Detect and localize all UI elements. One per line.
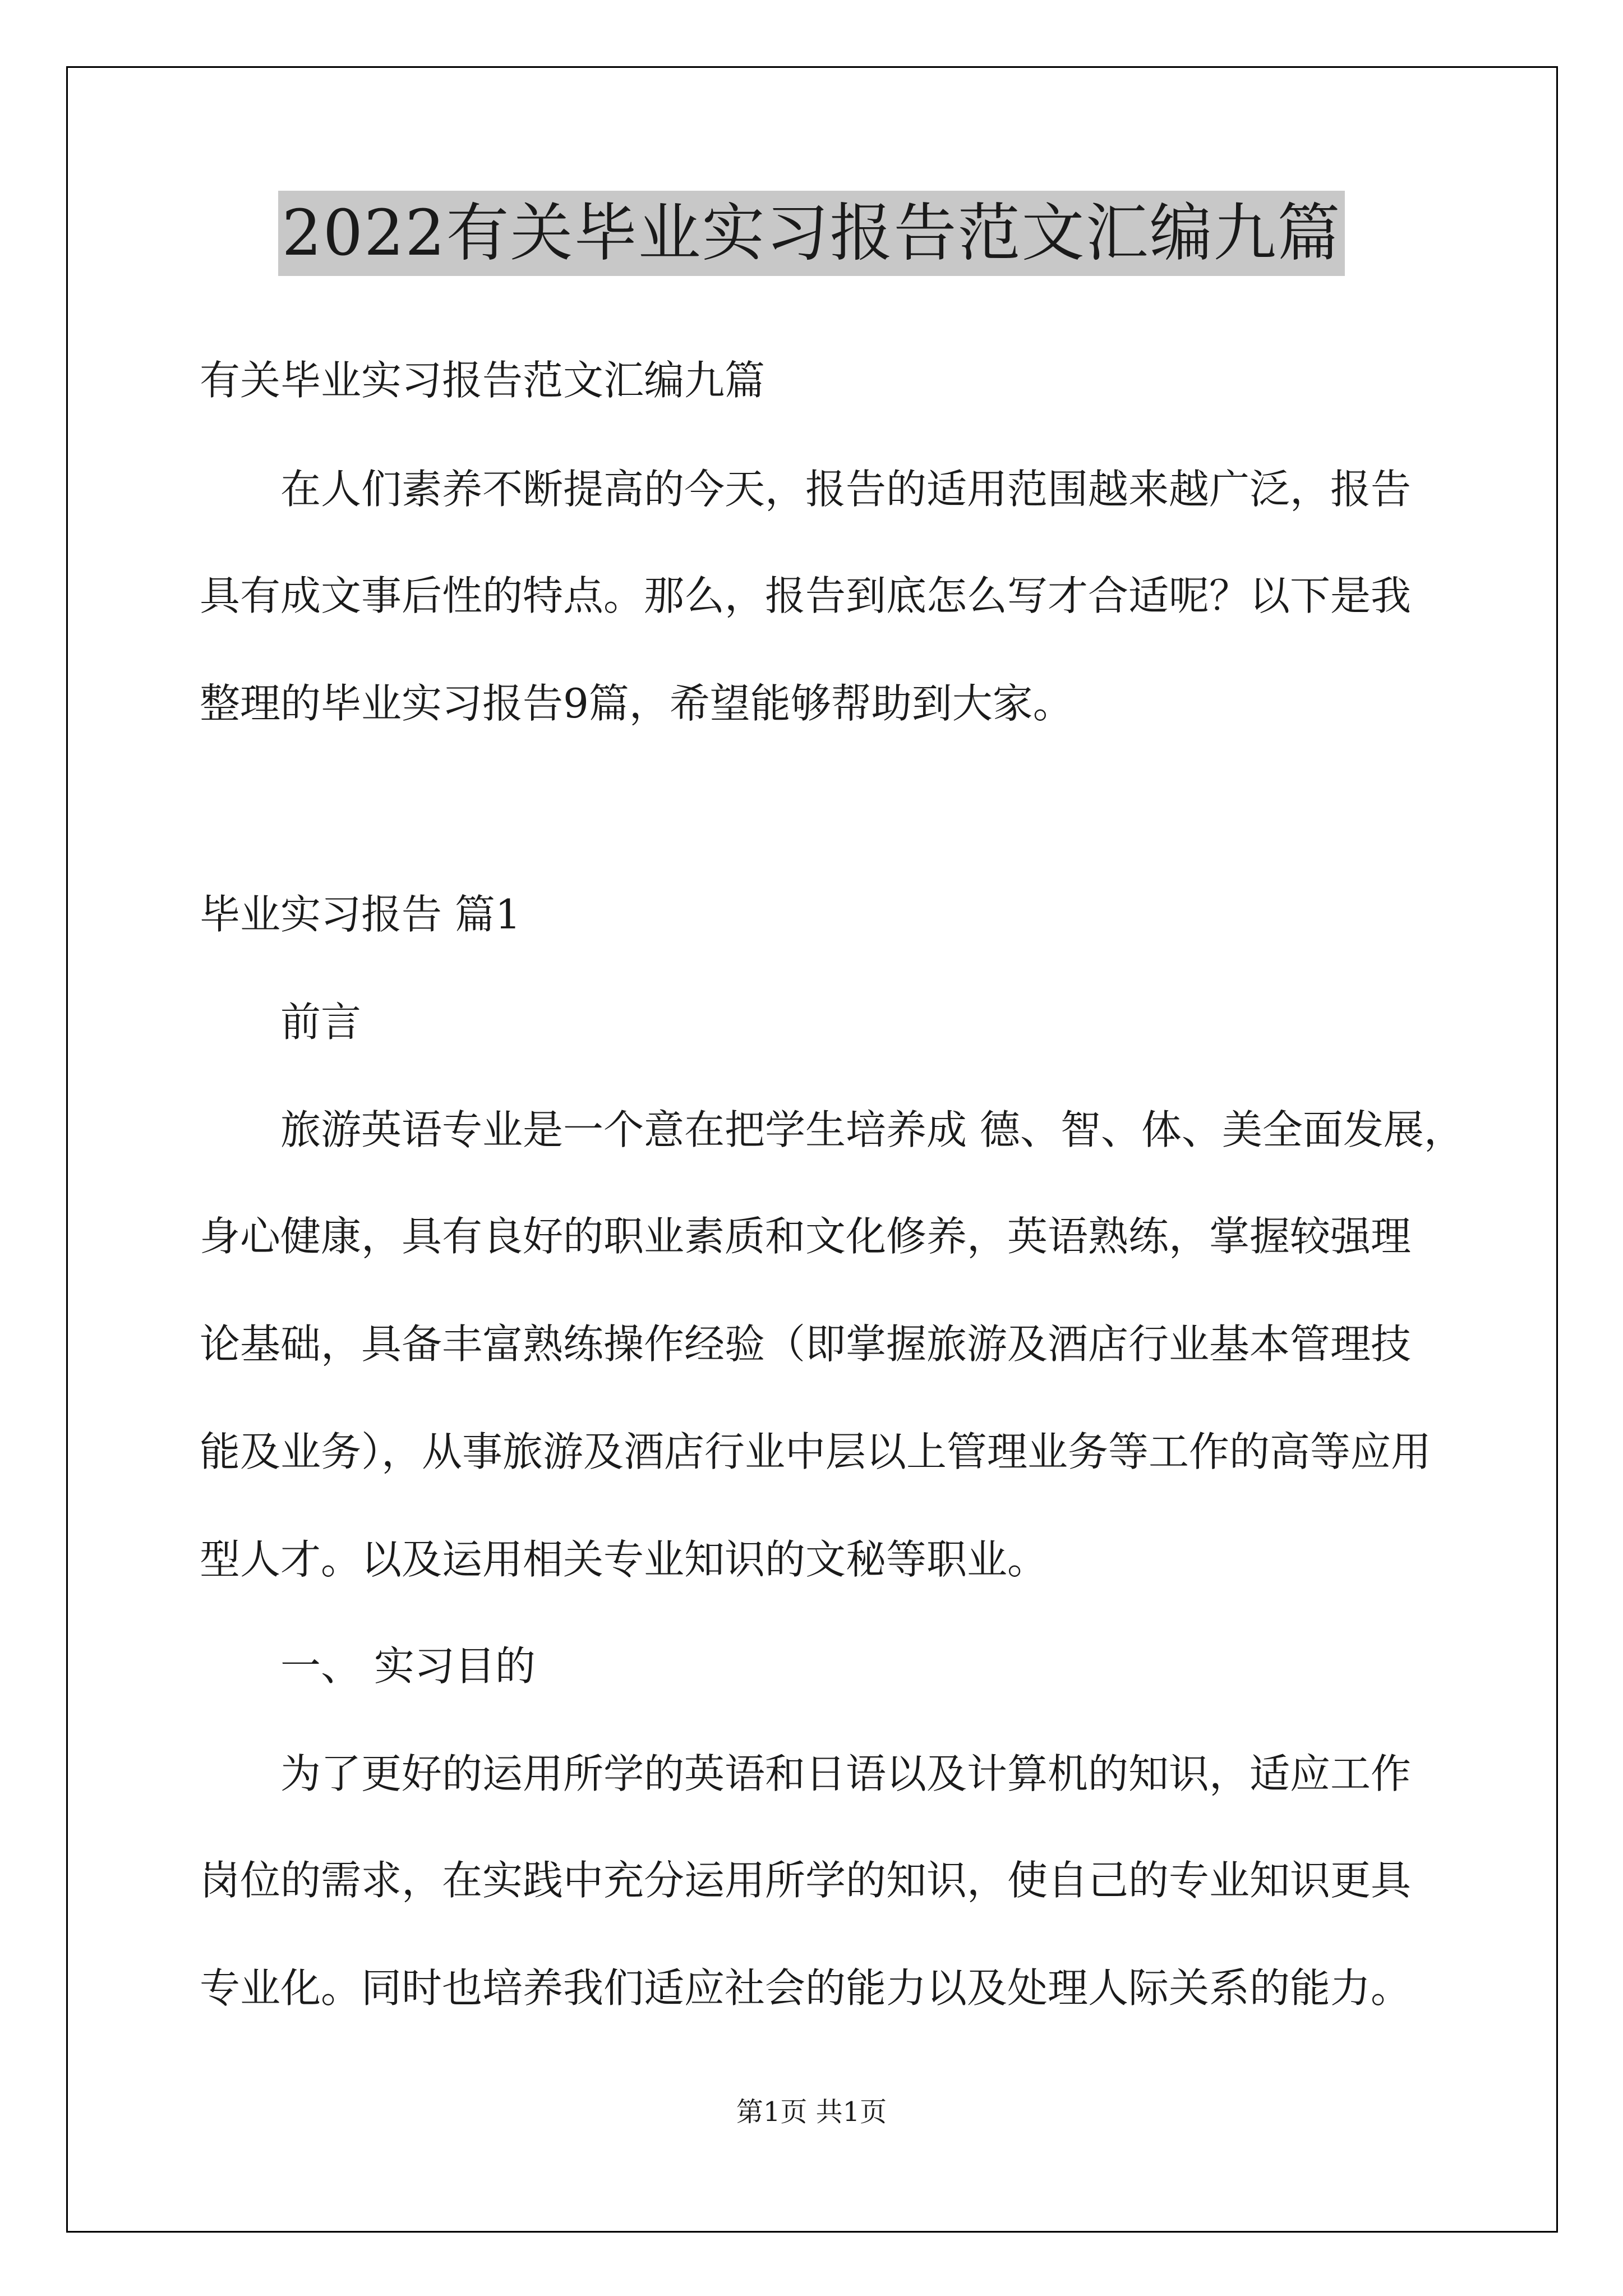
preface-line-3: 论基础，具备丰富熟练操作经验（即掌握旅游及酒店行业基本管理技 (200, 1320, 1412, 1368)
section-heading: 毕业实习报告 篇1 (200, 891, 521, 938)
title-container (0, 191, 1623, 276)
preface-line-1: 旅游英语专业是一个意在把学生培养成 德、智、体、美全面发展， (280, 1106, 1464, 1153)
purpose-line-1: 为了更好的运用所学的英语和日语以及计算机的知识，适应工作 (280, 1750, 1412, 1797)
purpose-line-3: 专业化。同时也培养我们适应社会的能力以及处理人际关系的能力。 (200, 1964, 1412, 2012)
preface-line-5: 型人才。以及运用相关专业知识的文秘等职业。 (200, 1536, 1048, 1583)
document-title: 2022有关毕业实习报告范文汇编九篇 (278, 191, 1344, 276)
intro-line-1: 在人们素养不断提高的今天，报告的适用范围越来越广泛，报告 (280, 466, 1412, 513)
document-subtitle: 有关毕业实习报告范文汇编九篇 (200, 357, 766, 404)
preface-heading: 前言 (280, 999, 362, 1046)
intro-line-2: 具有成文事后性的特点。那么，报告到底怎么写才合适呢？以下是我 (200, 572, 1412, 619)
preface-line-2: 身心健康，具有良好的职业素质和文化修养，英语熟练，掌握较强理 (200, 1213, 1412, 1260)
purpose-line-2: 岗位的需求，在实践中充分运用所学的知识，使自己的专业知识更具 (200, 1857, 1412, 1904)
page-footer: 第1页 共1页 (736, 2096, 887, 2128)
purpose-heading: 一、 实习目的 (280, 1642, 536, 1690)
preface-line-4: 能及业务），从事旅游及酒店行业中层以上管理业务等工作的高等应用 (200, 1428, 1432, 1475)
intro-line-3: 整理的毕业实习报告9篇，希望能够帮助到大家。 (200, 680, 1073, 727)
